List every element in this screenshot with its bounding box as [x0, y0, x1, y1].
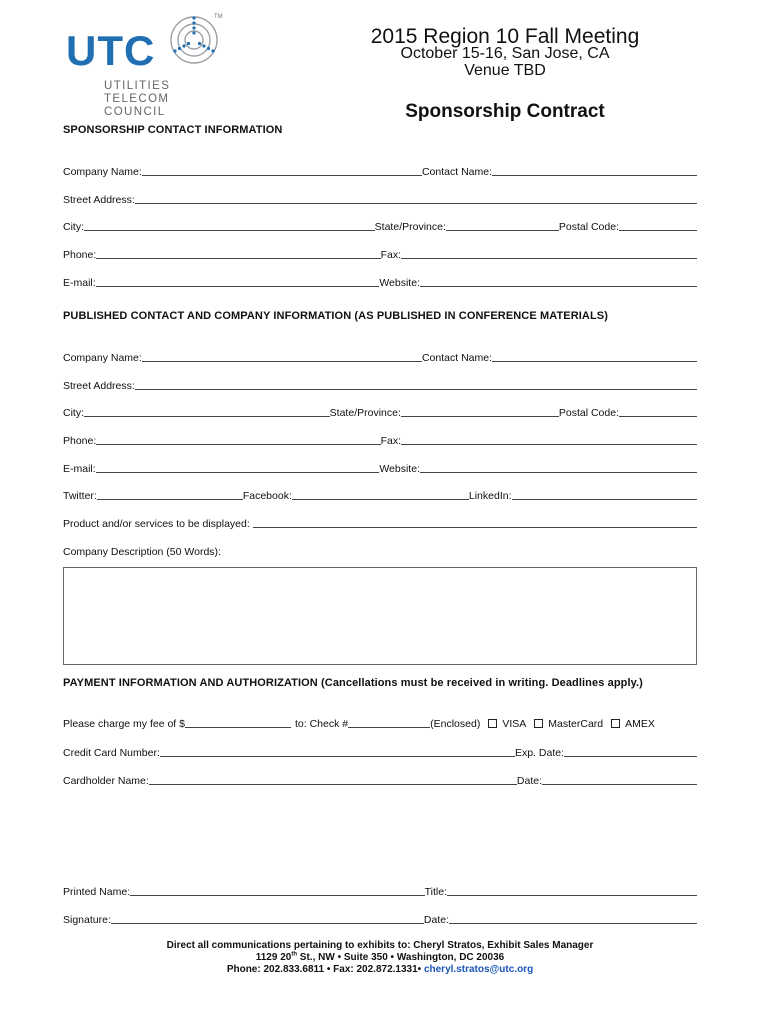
trademark-mark: TM	[214, 14, 223, 20]
company-description-box[interactable]	[63, 567, 697, 665]
amex-checkbox[interactable]	[611, 719, 620, 728]
pub-email-row	[63, 461, 697, 475]
pub-email-label: E-mail:	[63, 463, 96, 475]
footer-address-part2: St., NW • Suite 350 • Washington, DC 20036	[297, 952, 505, 963]
pub-contact-name-label: Contact Name:	[421, 352, 492, 364]
footer-address	[100, 952, 660, 964]
enclosed-label: (Enclosed)	[430, 718, 481, 730]
phone-label: Phone:	[63, 249, 97, 261]
pub-email-field[interactable]	[96, 472, 380, 473]
street-address-label: Street Address:	[63, 194, 135, 206]
website-field[interactable]	[420, 286, 697, 287]
contact-phone-row	[63, 247, 697, 261]
pub-website-field[interactable]	[420, 472, 697, 473]
payment-date-field[interactable]	[542, 784, 697, 785]
cardholder-name-label: Cardholder Name:	[63, 775, 149, 787]
footer-address-sup: th	[291, 951, 298, 958]
pub-phone-label: Phone:	[63, 435, 97, 447]
charge-fee-label: Please charge my fee of $	[63, 718, 185, 730]
footer-communications: Direct all communications pertaining to exhibits to: Cheryl Stratos, Exhibit Sales Manager	[166, 940, 594, 951]
pub-city-label: City:	[63, 407, 84, 419]
utc-logo	[64, 14, 234, 118]
mastercard-label: MasterCard	[548, 718, 604, 730]
email-field[interactable]	[96, 286, 380, 287]
fax-field[interactable]	[401, 258, 697, 259]
pub-street-address-field[interactable]	[135, 389, 697, 390]
city-label: City:	[63, 221, 84, 233]
pub-state-province-field[interactable]	[401, 416, 559, 417]
pub-city-row	[63, 405, 697, 419]
pub-city-field[interactable]	[84, 416, 330, 417]
email-label: E-mail:	[63, 277, 96, 289]
fee-amount-field[interactable]	[185, 727, 291, 728]
footer-contact	[100, 964, 660, 976]
exp-date-field[interactable]	[564, 756, 697, 757]
meeting-dates: October 15-16, San Jose, CA	[400, 45, 610, 62]
pub-products-row	[63, 516, 697, 530]
pub-fax-label: Fax:	[380, 435, 401, 447]
pub-company-row	[63, 350, 697, 364]
payment-card-row	[63, 745, 697, 759]
linkedin-field[interactable]	[512, 499, 698, 500]
payment-fee-row	[63, 716, 697, 730]
logo-line-2: COUNCIL	[104, 106, 166, 118]
contact-email-row	[63, 275, 697, 289]
products-field[interactable]	[253, 527, 697, 528]
state-province-label: State/Province:	[374, 221, 446, 233]
pub-company-name-field[interactable]	[142, 361, 422, 362]
amex-label: AMEX	[625, 718, 655, 730]
signature-row	[63, 912, 697, 926]
twitter-label: Twitter:	[63, 490, 97, 502]
products-label: Product and/or services to be displayed:	[63, 518, 250, 530]
card-number-label: Credit Card Number:	[63, 747, 160, 759]
signature-label: Signature:	[63, 914, 111, 926]
signature-date-label: Date:	[423, 914, 449, 926]
footer-address-part1: 1129 20	[255, 952, 292, 963]
payment-date-label: Date:	[516, 775, 542, 787]
linkedin-label: LinkedIn:	[468, 490, 512, 502]
cardholder-name-field[interactable]	[149, 784, 517, 785]
pub-phone-field[interactable]	[96, 444, 380, 445]
printed-name-field[interactable]	[130, 895, 425, 896]
pub-street-row	[63, 378, 697, 392]
company-name-field[interactable]	[142, 175, 422, 176]
footer-email-link[interactable]: cheryl.stratos@utc.org	[423, 964, 534, 975]
postal-code-field[interactable]	[619, 230, 697, 231]
signature-date-field[interactable]	[449, 923, 697, 924]
pub-state-province-label: State/Province:	[329, 407, 401, 419]
logo-subtitle	[104, 80, 234, 119]
postal-code-label: Postal Code:	[558, 221, 619, 233]
pub-social-row	[63, 488, 697, 502]
company-name-label: Company Name:	[63, 166, 142, 178]
contact-name-field[interactable]	[492, 175, 697, 176]
company-description-label: Company Description (50 Words):	[63, 546, 221, 558]
state-province-field[interactable]	[446, 230, 559, 231]
card-number-field[interactable]	[160, 756, 515, 757]
contract-title: Sponsorship Contract	[405, 101, 605, 122]
pub-street-address-label: Street Address:	[63, 380, 135, 392]
title-label: Title:	[424, 886, 447, 898]
phone-field[interactable]	[96, 258, 380, 259]
visa-label: VISA	[502, 718, 527, 730]
section-heading-payment: PAYMENT INFORMATION AND AUTHORIZATION (Cancellations must be received in writing. Deadlines apply.)	[63, 677, 643, 689]
logo-line-1: UTILITIES TELECOM	[104, 80, 171, 105]
city-field[interactable]	[84, 230, 375, 231]
logo-wordmark: UTC	[66, 27, 156, 74]
contact-name-label: Contact Name:	[421, 166, 492, 178]
section-heading-published: PUBLISHED CONTACT AND COMPANY INFORMATION (AS PUBLISHED IN CONFERENCE MATERIALS)	[63, 310, 608, 322]
section-heading-contact: SPONSORSHIP CONTACT INFORMATION	[63, 124, 283, 136]
fax-label: Fax:	[380, 249, 401, 261]
pub-postal-code-field[interactable]	[619, 416, 697, 417]
printed-name-row	[63, 884, 697, 898]
pub-contact-name-field[interactable]	[492, 361, 697, 362]
printed-name-label: Printed Name:	[63, 886, 131, 898]
payment-cardholder-row	[63, 773, 697, 787]
pub-fax-field[interactable]	[401, 444, 697, 445]
pub-phone-row	[63, 433, 697, 447]
mastercard-checkbox[interactable]	[534, 719, 543, 728]
facebook-field[interactable]	[292, 499, 469, 500]
check-label: to: Check #	[295, 718, 349, 730]
pub-company-name-label: Company Name:	[63, 352, 142, 364]
signature-field[interactable]	[111, 923, 424, 924]
pub-postal-code-label: Postal Code:	[558, 407, 619, 419]
pub-website-label: Website:	[379, 463, 420, 475]
street-address-field[interactable]	[135, 203, 697, 204]
contact-company-row	[63, 164, 697, 178]
utc-emblem-icon	[168, 14, 220, 66]
contact-street-row	[63, 192, 697, 206]
facebook-label: Facebook:	[242, 490, 292, 502]
meeting-title: 2015 Region 10 Fall Meeting	[370, 25, 640, 48]
meeting-venue: Venue TBD	[464, 62, 546, 79]
visa-checkbox[interactable]	[488, 719, 497, 728]
footer-phone-fax: Phone: 202.833.6811 • Fax: 202.872.1331•	[226, 964, 424, 975]
twitter-field[interactable]	[97, 499, 243, 500]
website-label: Website:	[379, 277, 420, 289]
exp-date-label: Exp. Date:	[514, 747, 564, 759]
contact-city-row	[63, 219, 697, 233]
check-number-field[interactable]	[348, 727, 430, 728]
title-field[interactable]	[447, 895, 697, 896]
pub-description-row	[63, 544, 697, 558]
